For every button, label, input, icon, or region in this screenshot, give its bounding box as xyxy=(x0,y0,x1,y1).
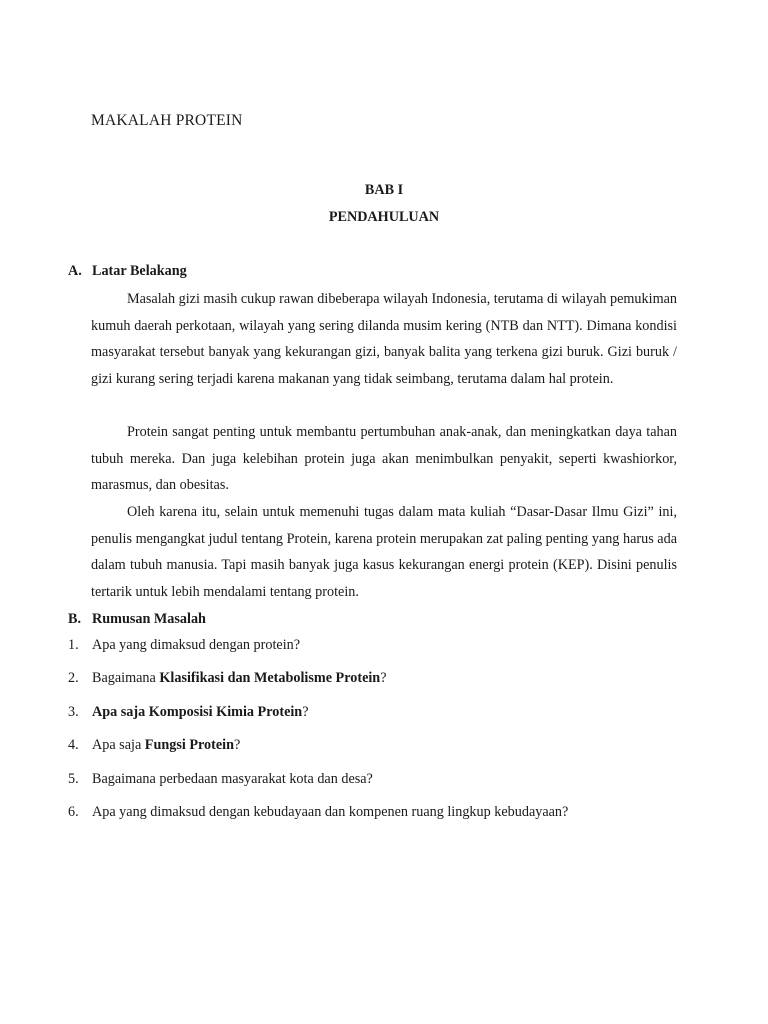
list-text: Bagaimana perbedaan masyarakat kota dan desa? xyxy=(92,770,373,787)
list-text: Apa saja xyxy=(92,737,145,754)
section-b-title: Rumusan Masalah xyxy=(92,611,206,627)
list-text-bold: Fungsi Protein xyxy=(144,737,235,754)
paragraph-block-1 xyxy=(91,286,677,392)
paragraph: Protein sangat penting untuk membantu pertumbuhan anak-anak, dan meningkatkan daya tahan tubuh mereka. Dan juga kelebihan protein juga akan menimbulkan penyakit, seperti kwashiorkor, marasmus, dan obesitas. xyxy=(91,424,677,493)
list-text-bold: Klasifikasi dan Metabolisme Protein xyxy=(159,670,381,687)
section-a-heading xyxy=(68,263,187,280)
section-a-letter: A. xyxy=(68,263,82,279)
list-text-bold: Apa saja Komposisi Kimia Protein xyxy=(92,703,303,720)
list-number: 1. xyxy=(68,637,79,653)
list-item xyxy=(68,768,688,801)
list-text: Apa yang dimaksud dengan kebudayaan dan kompenen ruang lingkup kebudayaan? xyxy=(92,803,569,820)
document-title: MAKALAH PROTEIN xyxy=(91,112,243,129)
list-item xyxy=(68,701,688,734)
chapter-name: PENDAHULUAN xyxy=(328,209,440,225)
list-number: 4. xyxy=(68,737,79,754)
list-number: 5. xyxy=(68,770,79,787)
list-number: 2. xyxy=(68,670,79,687)
list-item xyxy=(68,801,688,834)
list-text: Apa yang dimaksud dengan protein? xyxy=(92,637,301,653)
section-b-heading xyxy=(68,611,206,628)
list-number: 6. xyxy=(68,803,79,820)
list-text: Bagaimana xyxy=(92,670,160,687)
paragraph: Masalah gizi masih cukup rawan dibeberapa wilayah Indonesia, terutama di wilayah pemukiman kumuh daerah perkotaan, wilayah yang sering dilanda musim kering (NTB dan NTT). Dimana kondisi masyarakat tersebut banyak yang kekurangan gizi, banyak balita yang terkena gizi buruk. Gizi buruk / gizi kurang sering terjadi karena makanan yang tidak seimbang, terutama dalam hal protein. xyxy=(91,291,677,387)
paragraph: Oleh karena itu, selain untuk memenuhi tugas dalam mata kuliah “Dasar-Dasar Ilmu Gizi” ini, penulis mengangkat judul tentang Protein, karena protein merupakan zat paling penting yang harus ada dalam tubuh manusia. Tapi masih banyak juga kasus kekurangan energi protein (KEP). Disini penulis tertarik untuk lebih mendalami tentang protein. xyxy=(91,504,677,600)
paragraph-block-3 xyxy=(91,499,677,605)
paragraph-block-2 xyxy=(91,419,677,499)
list-item xyxy=(68,667,688,700)
list-number: 3. xyxy=(68,703,79,720)
section-b-letter: B. xyxy=(68,611,82,627)
chapter-number: BAB I xyxy=(364,182,404,198)
question-list xyxy=(68,634,688,834)
list-text-end: ? xyxy=(302,703,309,720)
section-a-title: Latar Belakang xyxy=(92,263,187,279)
list-item xyxy=(68,734,688,767)
list-item xyxy=(68,634,688,667)
list-text-end: ? xyxy=(380,670,387,687)
list-text-end: ? xyxy=(234,737,241,754)
